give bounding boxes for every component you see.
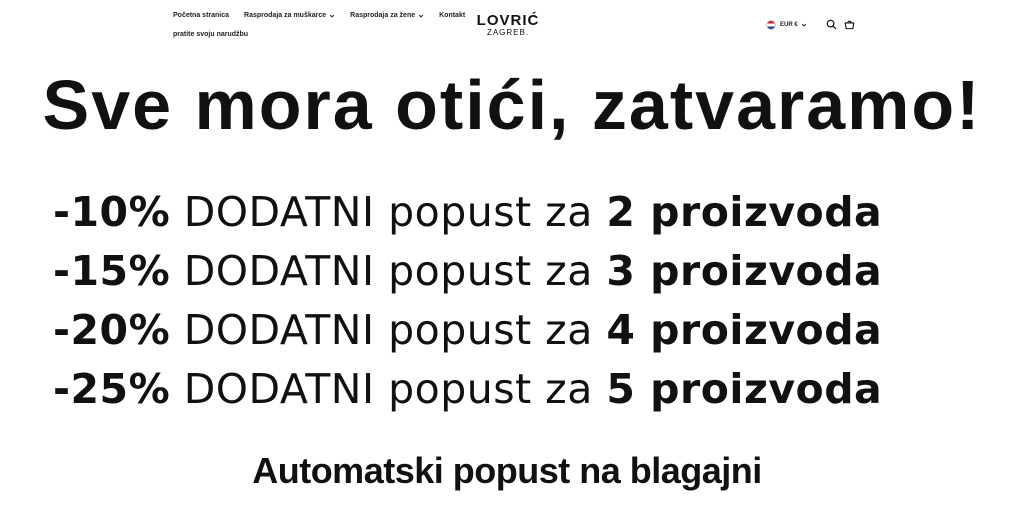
nav-label: Rasprodaja za muškarce [244, 12, 327, 19]
discount-percent: -20% [53, 306, 171, 354]
header-tools [766, 19, 855, 30]
discount-text: DODATNI popust za [170, 188, 607, 236]
nav-label: Rasprodaja za žene [350, 12, 416, 19]
chevron-down-icon [801, 22, 807, 28]
logo-wordmark: LOVRIĆ [476, 12, 540, 29]
discount-row [53, 183, 882, 242]
discount-percent: -10% [53, 188, 171, 236]
nav-item-contact[interactable] [439, 12, 465, 19]
discount-text: DODATNI popust za [170, 365, 607, 413]
nav-label: Početna stranica [173, 12, 230, 19]
discount-text: DODATNI popust za [170, 306, 607, 354]
currency-selector[interactable] [766, 20, 807, 30]
nav-item-home[interactable] [173, 12, 229, 19]
logo-city: ZAGREB. [486, 28, 530, 37]
discount-quantity: 3 proizvoda [606, 247, 883, 295]
brand-logo[interactable] [476, 13, 540, 37]
nav-item-track-order[interactable] [173, 31, 248, 38]
currency-label: EUR € [780, 21, 798, 28]
search-icon[interactable] [826, 19, 837, 30]
nav-label: pratite svoju narudžbu [173, 31, 249, 38]
site-header [0, 0, 1024, 50]
flag-icon [766, 20, 776, 30]
discount-percent: -15% [53, 247, 171, 295]
discount-row [53, 301, 882, 360]
auto-discount-note: Automatski popust na blagajni [252, 450, 762, 491]
nav-label: Kontakt [439, 12, 466, 19]
discount-quantity: 4 proizvoda [606, 306, 883, 354]
discount-row [53, 360, 882, 419]
discount-percent: -25% [53, 365, 171, 413]
discount-list [53, 183, 882, 419]
main-nav [173, 12, 480, 19]
chevron-down-icon [329, 13, 335, 19]
discount-row [53, 242, 882, 301]
nav-item-men-sale[interactable] [244, 12, 335, 19]
closing-sale-headline: Sve mora otići, zatvaramo! [42, 66, 982, 144]
discount-quantity: 2 proizvoda [606, 188, 883, 236]
discount-quantity: 5 proizvoda [606, 365, 883, 413]
discount-text: DODATNI popust za [170, 247, 607, 295]
chevron-down-icon [418, 13, 424, 19]
nav-item-women-sale[interactable] [350, 12, 424, 19]
cart-icon[interactable] [844, 19, 855, 30]
